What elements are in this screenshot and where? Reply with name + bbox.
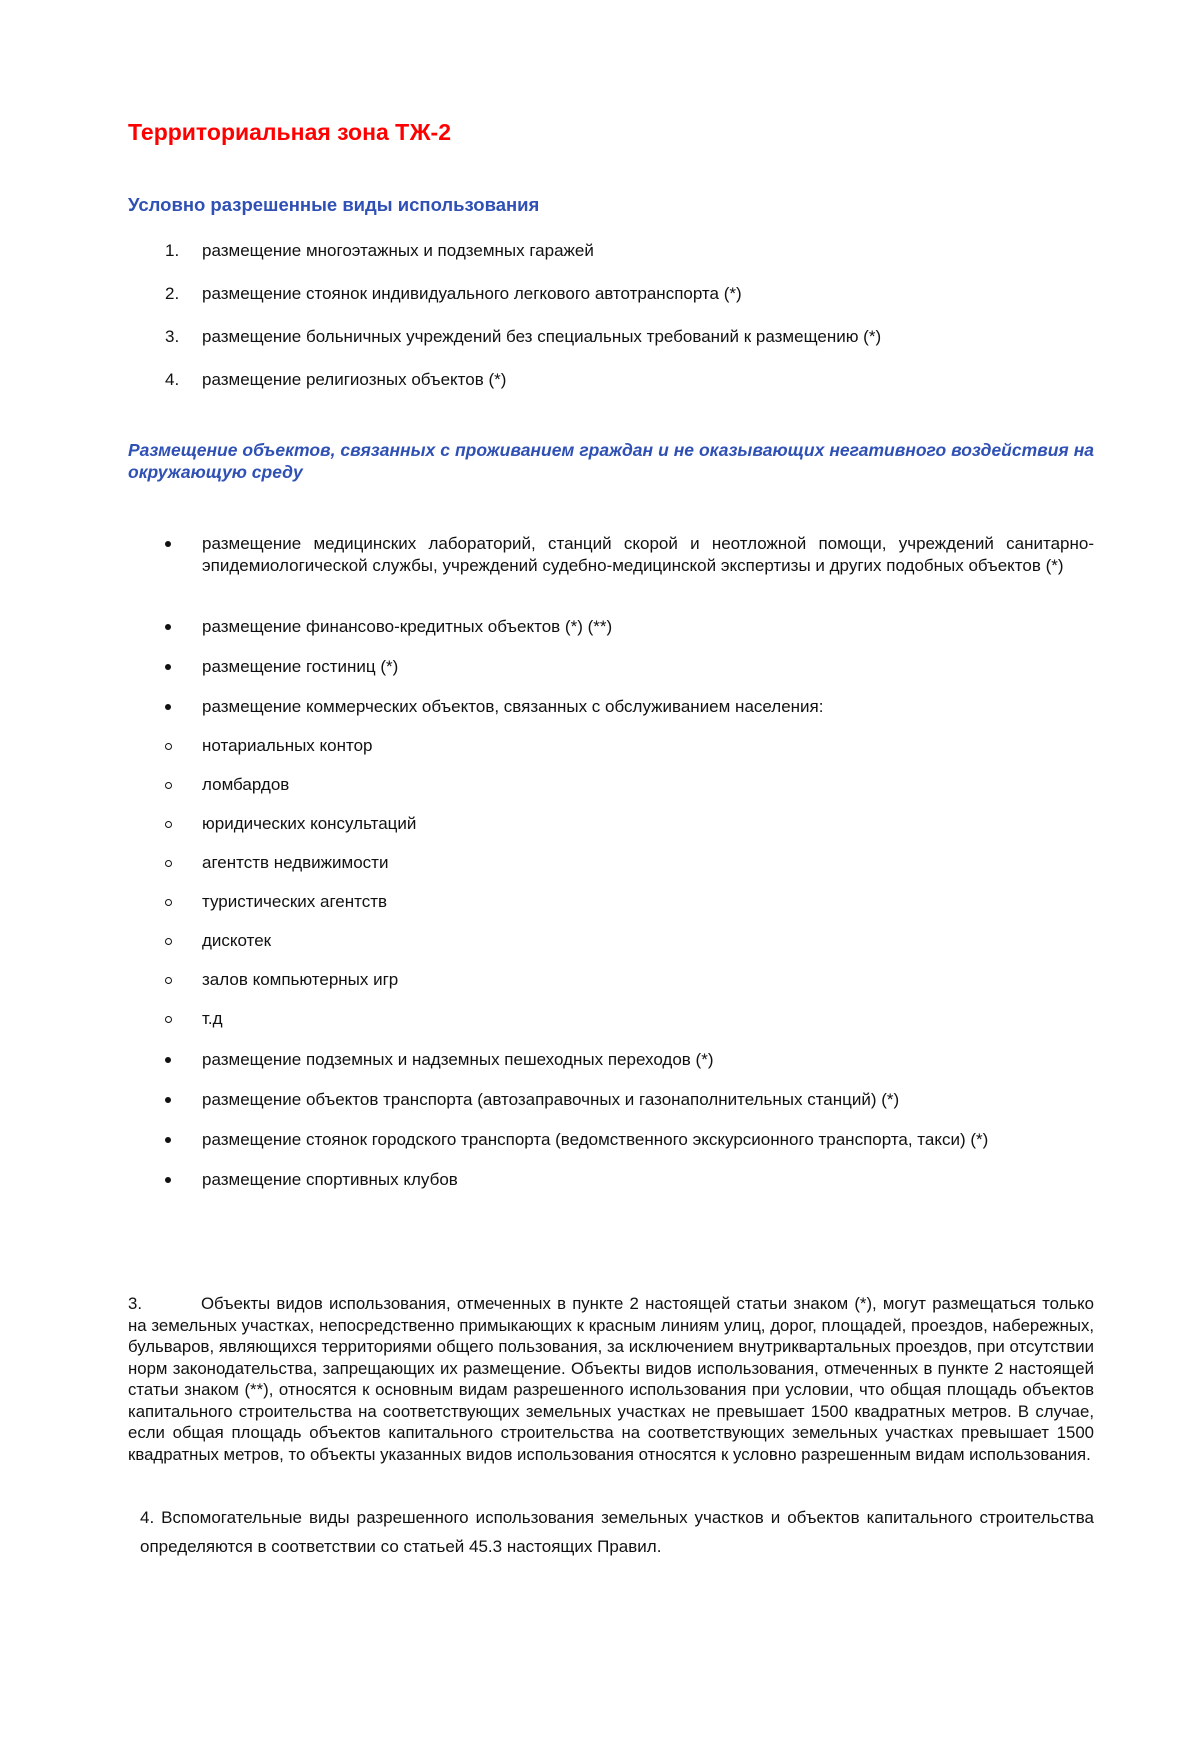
list-item-text: размещение больничных учреждений без специальных требований к размещению (*) — [202, 327, 882, 346]
paragraph-3 — [128, 1293, 1094, 1465]
list-number: 1. — [165, 241, 180, 260]
filled-bullet-icon — [165, 1177, 171, 1183]
list-item — [128, 533, 1094, 616]
list-item-text: агентств недвижимости — [202, 853, 389, 872]
list-marker — [165, 735, 179, 757]
sub-list-item — [128, 891, 1094, 930]
list-marker — [165, 930, 179, 952]
sub-list-item — [128, 969, 1094, 1008]
hollow-circle-bullet-icon — [165, 743, 172, 750]
list-item — [128, 1089, 1094, 1129]
sub-list-item — [128, 1008, 1094, 1049]
hollow-circle-bullet-icon — [165, 1016, 172, 1023]
list-marker — [165, 1089, 179, 1111]
list-item-text: размещение религиозных объектов (*) — [202, 370, 507, 389]
list-marker — [165, 1169, 179, 1191]
list-marker — [165, 852, 179, 874]
paragraph-4: 4. Вспомогательные виды разрешенного использования земельных участков и объектов капитального строительства определяются в соответствии со статьей 45.3 настоящих Правил. — [140, 1508, 1094, 1556]
hollow-circle-bullet-icon — [165, 977, 172, 984]
filled-bullet-icon — [165, 664, 171, 670]
list-marker — [165, 1129, 179, 1151]
list-item-text: нотариальных контор — [202, 736, 373, 755]
list-item-text: размещение коммерческих объектов, связанных с обслуживанием населения: — [202, 697, 824, 716]
sub-list-item — [128, 735, 1094, 774]
list-marker — [165, 813, 179, 835]
list-item-text: размещение стоянок индивидуального легкового автотранспорта (*) — [202, 284, 742, 303]
list-item — [128, 284, 881, 327]
list-marker — [165, 533, 179, 555]
hollow-circle-bullet-icon — [165, 860, 172, 867]
hollow-circle-bullet-icon — [165, 938, 172, 945]
list-item-text: размещение объектов транспорта (автозаправочных и газонаполнительных станций) (*) — [202, 1090, 900, 1109]
list-item — [128, 1049, 1094, 1089]
page-title: Территориальная зона ТЖ-2 — [128, 119, 452, 145]
numbered-list — [128, 241, 881, 413]
sub-list-item — [128, 852, 1094, 891]
filled-bullet-icon — [165, 1057, 171, 1063]
list-marker — [165, 616, 179, 638]
list-item — [128, 1129, 1094, 1169]
list-marker — [165, 774, 179, 796]
list-marker — [165, 1008, 179, 1030]
paragraph-number: 3. — [128, 1294, 142, 1313]
section-subtitle: Условно разрешенные виды использования — [128, 194, 540, 215]
list-item-text: размещение спортивных клубов — [202, 1170, 458, 1189]
list-item-text: туристических агентств — [202, 892, 388, 911]
list-marker — [165, 656, 179, 678]
list-item — [128, 656, 1094, 696]
list-item — [128, 696, 1094, 735]
hollow-circle-bullet-icon — [165, 782, 172, 789]
sub-list-item — [128, 813, 1094, 852]
list-item-text: размещение стоянок городского транспорта (ведомственного экскурсионного транспорта, такси) (*) — [202, 1130, 989, 1149]
hollow-circle-bullet-icon — [165, 821, 172, 828]
list-marker — [165, 969, 179, 991]
list-item-text: размещение медицинских лабораторий, станций скорой и неотложной помощи, учреждений санитарно-эпидемиологической службы, учреждений судебно-медицинской экспертизы и других подобных объектов (*) — [202, 534, 1094, 575]
list-item-text: юридических консультаций — [202, 814, 417, 833]
list-item-text: размещение многоэтажных и подземных гаражей — [202, 241, 594, 260]
list-marker — [165, 1049, 179, 1071]
list-item-text: размещение подземных и надземных пешеходных переходов (*) — [202, 1050, 714, 1069]
italic-section-heading: Размещение объектов, связанных с проживанием граждан и не оказывающих негативного воздействия на окружающую среду — [128, 440, 1094, 482]
filled-bullet-icon — [165, 1137, 171, 1143]
list-marker — [165, 891, 179, 913]
filled-bullet-icon — [165, 704, 171, 710]
list-item — [128, 327, 881, 370]
paragraph-text: Объекты видов использования, отмеченных в пункте 2 настоящей статьи знаком (*), могут размещаться только на земельных участках, непосредственно примыкающих к красным линиям улиц, дорог, площадей, проездов, набережных, бульваров, являющихся территориями общего пользования, за исключением внутриквартальных проездов, при отсутствии норм законодательства, запрещающих их размещение. Объекты видов использования, отмеченных в пункте 2 настоящей статьи знаком (**), относятся к основным видам разрешенного использования при условии, что общая площадь объектов капитального строительства на соответствующих земельных участках не превышает 1500 квадратных метров. В случае, если общая площадь объектов капитального строительства на соответствующих земельных участках превышает 1500 квадратных метров, то объекты указанных видов использования относятся к условно разрешенным видам использования. — [128, 1294, 1094, 1464]
list-item — [128, 616, 1094, 656]
list-number: 3. — [165, 327, 180, 346]
list-item-text: залов компьютерных игр — [202, 970, 399, 989]
list-marker — [165, 696, 179, 718]
list-item-text: ломбардов — [202, 775, 290, 794]
list-item-text: размещение гостиниц (*) — [202, 657, 399, 676]
list-item-text: дискотек — [202, 931, 272, 950]
bullet-list — [128, 533, 1094, 1189]
filled-bullet-icon — [165, 624, 171, 630]
list-number: 4. — [165, 370, 180, 389]
hollow-circle-bullet-icon — [165, 899, 172, 906]
list-item — [128, 370, 881, 413]
list-item-text: размещение финансово-кредитных объектов (*) (**) — [202, 617, 613, 636]
filled-bullet-icon — [165, 541, 171, 547]
list-number: 2. — [165, 284, 180, 303]
list-item-text: т.д — [202, 1009, 223, 1028]
filled-bullet-icon — [165, 1097, 171, 1103]
list-item — [128, 241, 881, 284]
sub-list-item — [128, 774, 1094, 813]
sub-list-item — [128, 930, 1094, 969]
